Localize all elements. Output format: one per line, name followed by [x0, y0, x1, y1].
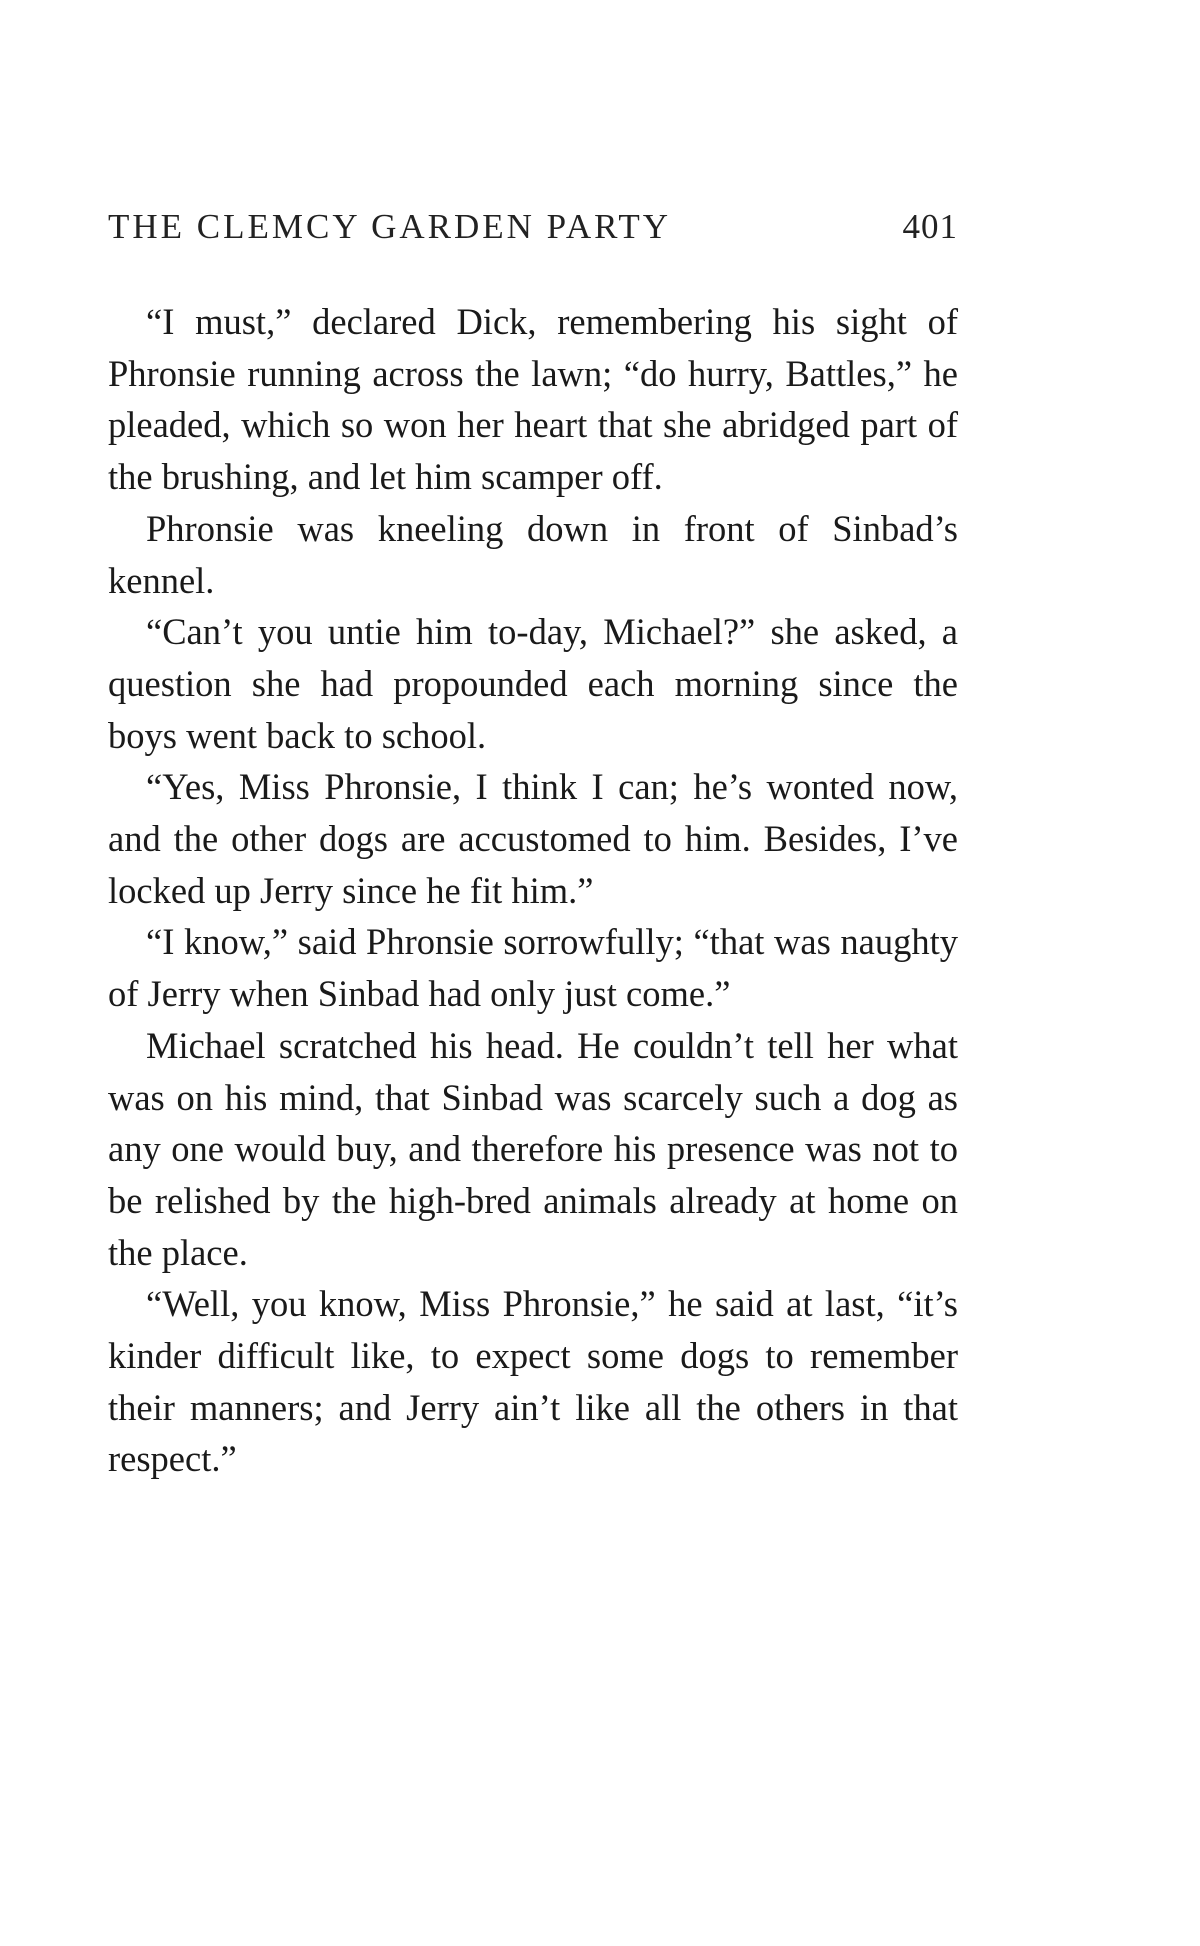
paragraph: “I know,” said Phronsie sorrowfully; “that was naughty of Jerry when Sinbad had only just come.” — [108, 921, 958, 1015]
paragraph: “Yes, Miss Phronsie, I think I can; he’s wonted now, and the other dogs are accustomed to him. Besides, I’ve locked up Jerry since he fit him.” — [108, 766, 958, 911]
page-number: 401 — [902, 207, 958, 246]
body-text — [108, 296, 958, 1485]
paragraph: “Can’t you untie him to-day, Michael?” she asked, a question she had propounded each morning since the boys went back to school. — [108, 611, 958, 756]
paragraph: Michael scratched his head. He couldn’t tell her what was on his mind, that Sinbad was scarcely such a dog as any one would buy, and therefore his presence was not to be relished by the high-bred animals already at home on the place. — [108, 1024, 958, 1273]
paragraph: “Well, you know, Miss Phronsie,” he said at last, “it’s kinder difficult like, to expect some dogs to remember their manners; and Jerry ain’t like all the others in that respect.” — [108, 1283, 958, 1480]
paragraph: “I must,” declared Dick, remembering his sight of Phronsie running across the lawn; “do hurry, Battles,” he pleaded, which so won her heart that she abridged part of the brushing, and let him scamper off. — [108, 301, 958, 498]
paragraph: Phronsie was kneeling down in front of Sinbad’s kennel. — [108, 507, 958, 601]
running-title: THE CLEMCY GARDEN PARTY — [108, 207, 672, 246]
running-head — [108, 207, 958, 257]
